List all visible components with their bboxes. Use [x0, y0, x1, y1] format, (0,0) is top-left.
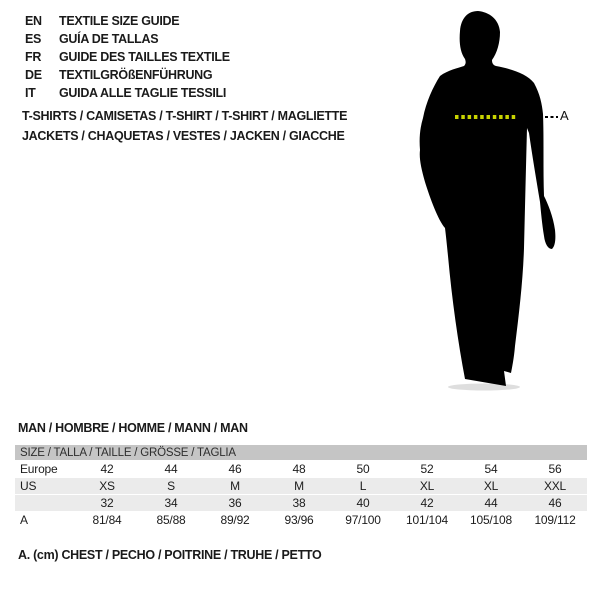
language-code: EN: [25, 14, 42, 28]
language-title: GUIDE DES TAILLES TEXTILE: [59, 50, 230, 64]
man-silhouette-graphic: [408, 2, 600, 394]
category-tshirts: T-SHIRTS / CAMISETAS / T-SHIRT / T-SHIRT / MAGLIETTE: [22, 109, 348, 123]
table-row-us: [15, 478, 587, 494]
language-row: [25, 66, 230, 84]
size-table-header: SIZE / TALLA / TAILLE / GRÖSSE / TAGLIA: [15, 445, 587, 460]
language-code: FR: [25, 50, 42, 64]
language-list: [25, 12, 230, 102]
size-cell: 109/112: [534, 513, 576, 527]
size-cell: 44: [484, 496, 498, 510]
size-cell: 81/84: [92, 513, 122, 527]
size-cell: 38: [292, 496, 306, 510]
size-cell: 97/100: [345, 513, 381, 527]
size-cell: XXL: [543, 479, 567, 493]
size-cell: 36: [228, 496, 242, 510]
category-jackets: JACKETS / CHAQUETAS / VESTES / JACKEN / GIACCHE: [22, 129, 345, 143]
size-cell: 42: [100, 462, 114, 476]
size-cell: M: [230, 479, 240, 493]
language-code: IT: [25, 86, 36, 100]
size-cell: M: [294, 479, 304, 493]
size-cell: S: [167, 479, 175, 493]
measurement-footnote: A. (cm) CHEST / PECHO / POITRINE / TRUHE / PETTO: [18, 548, 322, 562]
language-title: TEXTILGRÖßENFÜHRUNG: [59, 68, 213, 82]
size-cell: 85/88: [156, 513, 186, 527]
garment-categories: [22, 106, 347, 146]
size-cell: 54: [484, 462, 498, 476]
row-label: Europe: [20, 462, 58, 476]
language-row: [25, 84, 230, 102]
measure-label-a: A: [560, 108, 569, 123]
size-cell: 46: [228, 462, 242, 476]
size-cell: 101/104: [406, 513, 448, 527]
size-cell: 46: [548, 496, 562, 510]
row-label: US: [20, 479, 37, 493]
size-cell: 105/108: [470, 513, 512, 527]
size-cell: 50: [356, 462, 370, 476]
size-cell: 89/92: [220, 513, 250, 527]
gender-caption: MAN / HOMBRE / HOMME / MANN / MAN: [18, 421, 248, 435]
table-row-europe: [15, 461, 587, 477]
language-row: [25, 30, 230, 48]
size-cell: 93/96: [284, 513, 314, 527]
size-cell: 48: [292, 462, 306, 476]
size-cell: 44: [164, 462, 178, 476]
language-title: GUÍA DE TALLAS: [59, 32, 159, 46]
size-table: [15, 445, 587, 529]
size-cell: 34: [164, 496, 178, 510]
size-cell: XS: [99, 479, 115, 493]
language-title: TEXTILE SIZE GUIDE: [59, 14, 180, 28]
table-row-chest-a: [15, 512, 587, 528]
language-code: ES: [25, 32, 42, 46]
size-cell: XL: [483, 479, 499, 493]
size-cell: 56: [548, 462, 562, 476]
size-cell: 42: [420, 496, 434, 510]
size-cell: 32: [100, 496, 114, 510]
size-cell: XL: [419, 479, 435, 493]
size-cell: 52: [420, 462, 434, 476]
language-row: [25, 48, 230, 66]
size-cell: 40: [356, 496, 370, 510]
row-label: A: [20, 513, 28, 527]
language-code: DE: [25, 68, 42, 82]
man-silhouette-figure: [408, 2, 600, 394]
language-title: GUIDA ALLE TAGLIE TESSILI: [59, 86, 227, 100]
size-cell: L: [359, 479, 367, 493]
table-row-alt-size: [15, 495, 587, 511]
language-row: [25, 12, 230, 30]
